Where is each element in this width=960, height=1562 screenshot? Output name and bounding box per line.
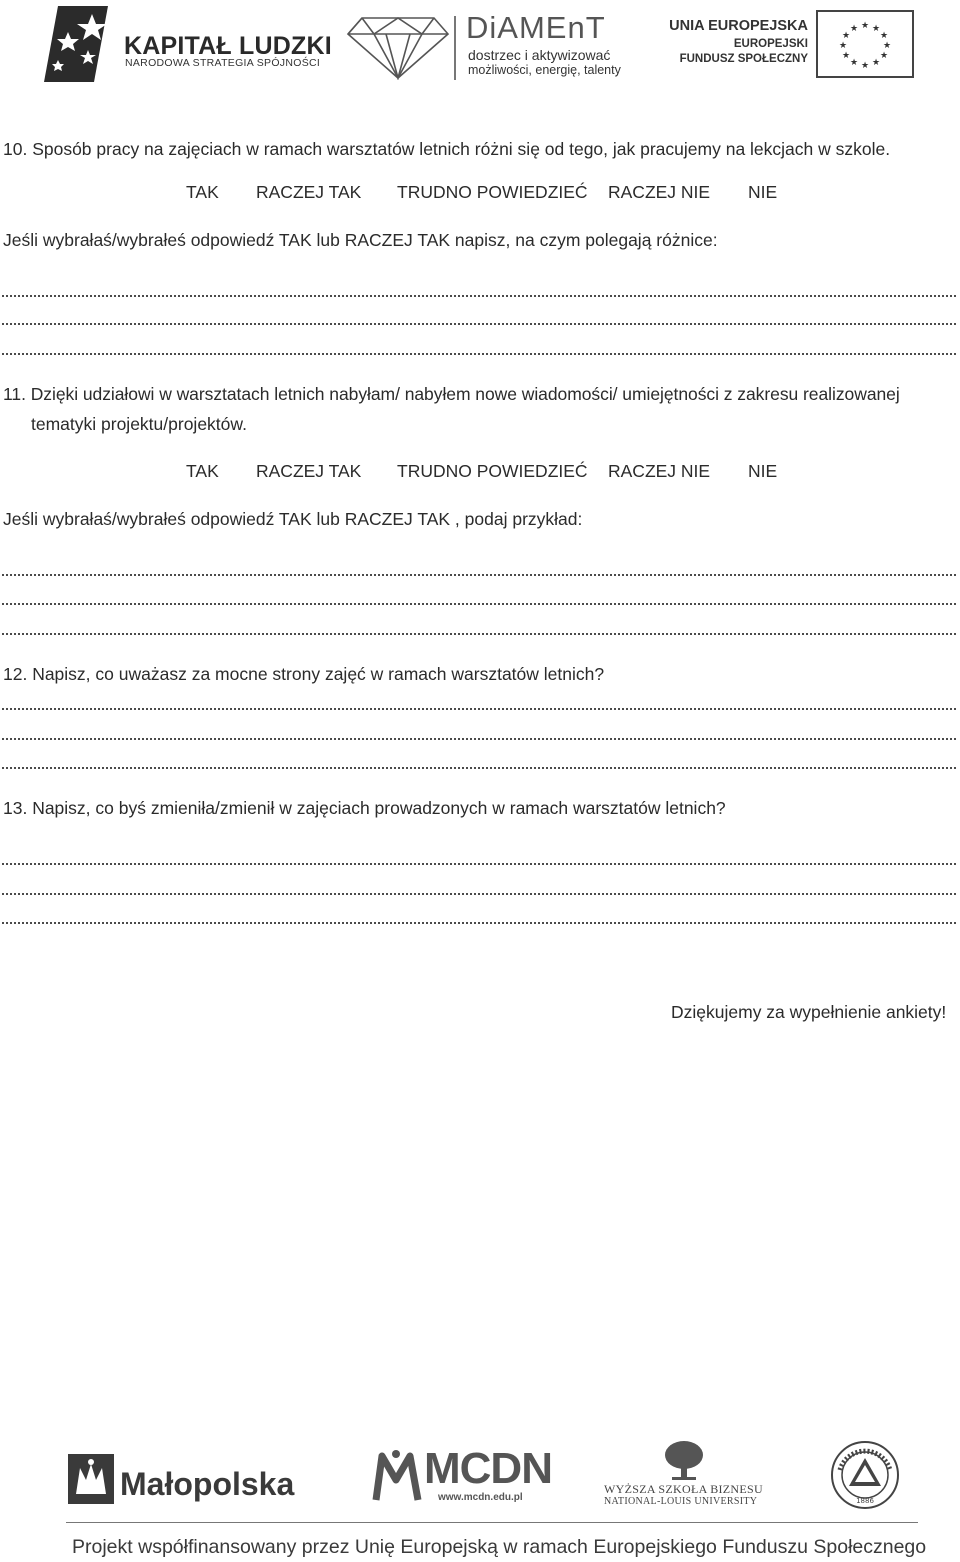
q13-answer-line-2[interactable] <box>2 890 956 895</box>
kapital-ludzki-logo <box>44 4 344 84</box>
q11-option-tak[interactable]: TAK <box>186 461 219 481</box>
question-11-text-line2: tematyki projektu/projektów. <box>31 414 247 434</box>
svg-text:★: ★ <box>849 58 859 68</box>
svg-text:★: ★ <box>879 51 889 61</box>
question-11-text-line1: 11. Dzięki udziałowi w warsztatach letnich nabyłam/ nabyłem nowe wiadomości/ umiejętności z zakresu realizowanej <box>3 384 900 404</box>
diament-title: DiAMEnT <box>466 10 606 45</box>
svg-text:★: ★ <box>860 21 870 31</box>
svg-text:★: ★ <box>841 51 851 61</box>
malopolska-emblem-icon <box>68 1454 114 1504</box>
q12-answer-line-2[interactable] <box>2 735 956 740</box>
q10-option-tak[interactable]: TAK <box>186 182 219 202</box>
q11-answer-line-1[interactable] <box>2 571 956 576</box>
svg-text:★: ★ <box>838 41 848 51</box>
q13-answer-line-3[interactable] <box>2 919 956 924</box>
q12-answer-line-1[interactable] <box>2 705 956 710</box>
q10-answer-line-3[interactable] <box>2 350 956 355</box>
q11-option-nie[interactable]: NIE <box>748 461 778 481</box>
diament-tagline-1: dostrzec i aktywizować <box>468 47 611 63</box>
q10-option-nie[interactable]: NIE <box>748 182 778 202</box>
svg-text:★: ★ <box>882 41 892 51</box>
question-13-text: 13. Napisz, co byś zmieniła/zmienił w zajęciach prowadzonych w ramach warsztatów letnich? <box>3 798 726 818</box>
q10-answer-line-2[interactable] <box>2 320 956 325</box>
diament-tagline-2: możliwości, energię, talenty <box>468 63 621 77</box>
diament-logo <box>344 10 644 82</box>
eu-fund-line1: EUROPEJSKI <box>733 38 808 50</box>
seal-year: 1886 <box>856 1497 874 1505</box>
q11-option-raczej-nie[interactable]: RACZEJ NIE <box>608 461 711 481</box>
q11-answer-line-3[interactable] <box>2 630 956 635</box>
question-11-followup: Jeśli wybrałaś/wybrałeś odpowiedź TAK lub RACZEJ TAK , podaj przykład: <box>3 509 583 529</box>
kapital-ludzki-subtitle: NARODOWA STRATEGIA SPÓJNOŚCI <box>125 57 321 69</box>
q10-option-raczej-tak[interactable]: RACZEJ TAK <box>256 182 362 202</box>
footer-project-note: Projekt współfinansowany przez Unię Europejską w ramach Europejskiego Funduszu Społecznego <box>72 1536 927 1558</box>
eu-flag-icon <box>816 10 914 78</box>
tree-icon <box>662 1440 706 1480</box>
question-10-followup: Jeśli wybrałaś/wybrałeś odpowiedź TAK lub RACZEJ TAK napisz, na czym polegają różnice: <box>3 230 718 250</box>
mcdn-logo <box>372 1444 552 1508</box>
question-10-text: 10. Sposób pracy na zajęciach w ramach warsztatów letnich różni się od tego, jak pracujemy na lekcjach w szkole. <box>3 139 891 159</box>
q13-answer-line-1[interactable] <box>2 860 956 865</box>
q11-answer-line-2[interactable] <box>2 600 956 605</box>
q10-option-trudno-powiedziec[interactable]: TRUDNO POWIEDZIEĆ <box>397 182 588 202</box>
svg-text:★: ★ <box>871 58 881 68</box>
svg-text:★: ★ <box>879 31 889 41</box>
malopolska-logo <box>68 1452 328 1508</box>
diament-separator <box>454 16 456 80</box>
diamond-icon <box>344 10 452 80</box>
kapital-ludzki-title: KAPITAŁ LUDZKI <box>124 32 332 60</box>
university-seal-icon <box>830 1440 900 1510</box>
q11-option-raczej-tak[interactable]: RACZEJ TAK <box>256 461 362 481</box>
question-12-text: 12. Napisz, co uważasz za mocne strony zajęć w ramach warsztatów letnich? <box>3 664 605 684</box>
svg-text:★: ★ <box>849 24 859 34</box>
nlu-seal-logo <box>830 1440 900 1510</box>
mcdn-url: www.mcdn.edu.pl <box>438 1492 523 1503</box>
eu-logo <box>668 8 918 78</box>
q11-option-trudno-powiedziec[interactable]: TRUDNO POWIEDZIEĆ <box>397 461 588 481</box>
svg-text:★: ★ <box>841 31 851 41</box>
wsb-nlu-logo <box>604 1440 774 1510</box>
nlu-name: NATIONAL-LOUIS UNIVERSITY <box>604 1496 758 1507</box>
eu-title: UNIA EUROPEJSKA <box>669 18 808 34</box>
q10-option-raczej-nie[interactable]: RACZEJ NIE <box>608 182 711 202</box>
svg-text:★: ★ <box>871 24 881 34</box>
malopolska-text: Małopolska <box>120 1466 295 1502</box>
wsb-name: WYŻSZA SZKOŁA BIZNESU <box>604 1482 763 1496</box>
kapital-ludzki-emblem-icon <box>44 4 122 84</box>
thank-you-note: Dziękujemy za wypełnienie ankiety! <box>671 1002 947 1022</box>
footer-divider <box>66 1522 918 1523</box>
eu-fund-line2: FUNDUSZ SPOŁECZNY <box>679 53 808 65</box>
mcdn-emblem-icon <box>372 1446 422 1504</box>
q10-answer-line-1[interactable] <box>2 292 956 297</box>
mcdn-text: MCDN <box>424 1444 552 1493</box>
svg-text:★: ★ <box>860 61 870 71</box>
q12-answer-line-3[interactable] <box>2 764 956 769</box>
